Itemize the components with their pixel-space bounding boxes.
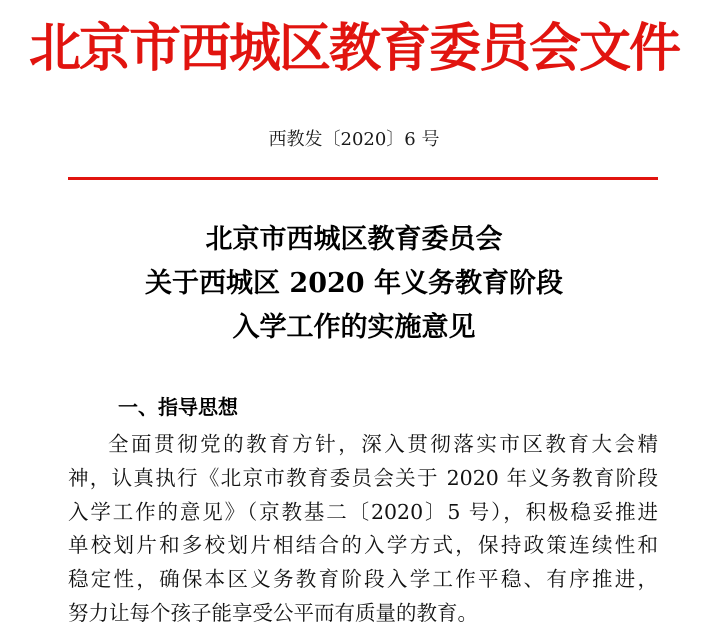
masthead-title: 北京市西城区教育委员会文件 bbox=[28, 18, 679, 79]
red-divider-line bbox=[68, 177, 658, 180]
body-paragraph bbox=[68, 428, 658, 631]
document-number: 西教发〔2020〕6 号 bbox=[268, 129, 440, 150]
body-line: 努力让每个孩子能享受公平而有质量的教育。 bbox=[68, 600, 478, 625]
title-line: 北京市西城区教育委员会 bbox=[205, 224, 503, 255]
body-line: 单校划片和多校划片相结合的入学方式，保持政策连续性和 bbox=[68, 533, 658, 558]
title-line: 关于西城区 2020 年义务教育阶段 bbox=[145, 268, 563, 299]
body-line: 入学工作的意见》（京教基二〔2020〕5 号），积极稳妥推进 bbox=[68, 499, 658, 524]
section-heading: 一、指导思想 bbox=[118, 395, 238, 419]
body-line: 稳定性，确保本区义务教育阶段入学工作平稳、有序推进， bbox=[68, 567, 658, 592]
body-line: 全面贯彻党的教育方针，深入贯彻落实市区教育大会精 bbox=[108, 432, 658, 456]
document-title bbox=[0, 218, 708, 350]
body-line: 神，认真执行《北京市教育委员会关于 2020 年义务教育阶段 bbox=[68, 465, 658, 490]
title-line: 入学工作的实施意见 bbox=[232, 312, 476, 343]
